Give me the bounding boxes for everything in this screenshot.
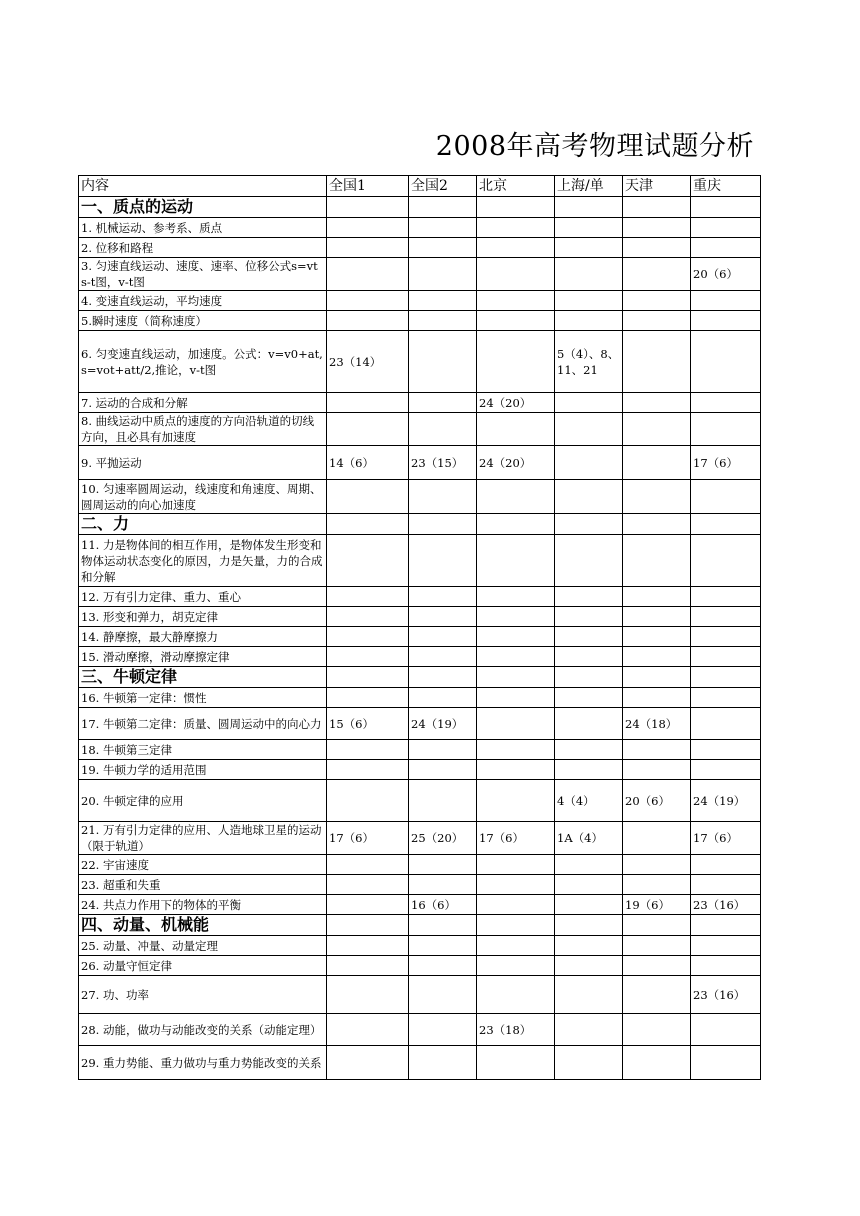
topic-label: 18. 牛顿第三定律 xyxy=(79,740,327,760)
score-cell xyxy=(409,587,477,607)
score-cell xyxy=(327,393,409,413)
score-cell xyxy=(623,413,691,446)
table-row xyxy=(79,238,761,258)
score-cell xyxy=(691,197,761,218)
score-cell xyxy=(327,587,409,607)
score-cell xyxy=(327,760,409,780)
table-row xyxy=(79,446,761,480)
score-cell: 23（16） xyxy=(691,895,761,915)
page-title: 2008年高考物理试题分析 xyxy=(435,131,754,162)
table-row xyxy=(79,1046,761,1080)
table-row xyxy=(79,855,761,875)
score-cell: 5（4）、8、11、21 xyxy=(555,331,623,393)
topic-label: 4. 变速直线运动，平均速度 xyxy=(79,291,327,311)
score-cell: 1A（4） xyxy=(555,822,623,855)
score-cell xyxy=(623,915,691,936)
topic-label: 13. 形变和弹力，胡克定律 xyxy=(79,607,327,627)
column-header-content: 内容 xyxy=(79,176,327,197)
score-cell: 14（6） xyxy=(327,446,409,480)
score-cell xyxy=(623,393,691,413)
score-cell xyxy=(327,413,409,446)
score-cell xyxy=(477,976,555,1014)
score-cell xyxy=(409,740,477,760)
topic-label: 26. 动量守恒定律 xyxy=(79,956,327,976)
score-cell xyxy=(327,875,409,895)
score-cell xyxy=(477,936,555,956)
topic-label: 9. 平抛运动 xyxy=(79,446,327,480)
score-cell xyxy=(691,760,761,780)
score-cell xyxy=(555,514,623,535)
score-cell xyxy=(327,895,409,915)
score-cell xyxy=(409,1014,477,1046)
topic-label: 23. 超重和失重 xyxy=(79,875,327,895)
section-row xyxy=(79,915,761,936)
score-cell xyxy=(623,667,691,688)
table-row xyxy=(79,627,761,647)
topic-label: 21. 万有引力定律的应用、人造地球卫星的运动（限于轨道） xyxy=(79,822,327,855)
score-cell xyxy=(623,956,691,976)
score-cell xyxy=(691,740,761,760)
score-cell xyxy=(477,1046,555,1080)
score-cell xyxy=(555,688,623,708)
score-cell xyxy=(691,393,761,413)
score-cell xyxy=(555,393,623,413)
topic-label: 10. 匀速率圆周运动，线速度和角速度、周期、圆周运动的向心加速度 xyxy=(79,480,327,514)
score-cell xyxy=(555,1014,623,1046)
score-cell xyxy=(555,291,623,311)
column-header: 上海/单 xyxy=(555,176,623,197)
topic-label: 16. 牛顿第一定律：惯性 xyxy=(79,688,327,708)
score-cell xyxy=(555,936,623,956)
topic-label: 11. 力是物体间的相互作用，是物体发生形变和物体运动状态变化的原因，力是矢量，力的合成和分解 xyxy=(79,535,327,587)
score-cell xyxy=(477,956,555,976)
score-cell xyxy=(691,667,761,688)
table-row xyxy=(79,535,761,587)
table-row xyxy=(79,895,761,915)
score-cell xyxy=(555,667,623,688)
table-row xyxy=(79,218,761,238)
analysis-table xyxy=(78,175,761,1080)
score-cell xyxy=(691,218,761,238)
score-cell: 19（6） xyxy=(623,895,691,915)
score-cell xyxy=(691,936,761,956)
score-cell: 15（6） xyxy=(327,708,409,740)
score-cell xyxy=(623,291,691,311)
score-cell xyxy=(691,413,761,446)
score-cell xyxy=(555,197,623,218)
score-cell xyxy=(327,1046,409,1080)
score-cell xyxy=(409,875,477,895)
score-cell xyxy=(623,535,691,587)
score-cell: 24（19） xyxy=(409,708,477,740)
score-cell xyxy=(555,446,623,480)
score-cell xyxy=(555,413,623,446)
score-cell xyxy=(477,688,555,708)
score-cell: 23（14） xyxy=(327,331,409,393)
score-cell xyxy=(555,708,623,740)
score-cell xyxy=(623,976,691,1014)
score-cell xyxy=(555,1046,623,1080)
score-cell xyxy=(623,446,691,480)
score-cell xyxy=(327,1014,409,1046)
score-cell xyxy=(327,855,409,875)
score-cell xyxy=(691,915,761,936)
table-row xyxy=(79,413,761,446)
score-cell xyxy=(623,647,691,667)
score-cell xyxy=(623,514,691,535)
topic-label: 3. 匀速直线运动、速度、速率、位移公式s=vt s-t图，v-t图 xyxy=(79,258,327,291)
topic-label: 7. 运动的合成和分解 xyxy=(79,393,327,413)
score-cell xyxy=(477,895,555,915)
score-cell xyxy=(691,587,761,607)
score-cell xyxy=(409,607,477,627)
score-cell xyxy=(477,587,555,607)
score-cell: 24（20） xyxy=(477,446,555,480)
score-cell: 23（16） xyxy=(691,976,761,1014)
score-cell xyxy=(555,740,623,760)
score-cell xyxy=(691,480,761,514)
score-cell xyxy=(327,647,409,667)
score-cell xyxy=(327,197,409,218)
score-cell xyxy=(477,740,555,760)
score-cell xyxy=(477,413,555,446)
score-cell xyxy=(477,708,555,740)
score-cell: 16（6） xyxy=(409,895,477,915)
topic-label: 12. 万有引力定律、重力、重心 xyxy=(79,587,327,607)
score-cell xyxy=(409,915,477,936)
score-cell xyxy=(623,760,691,780)
score-cell xyxy=(327,291,409,311)
section-row xyxy=(79,667,761,688)
table-row xyxy=(79,331,761,393)
score-cell xyxy=(623,311,691,331)
score-cell xyxy=(623,688,691,708)
score-cell xyxy=(409,535,477,587)
score-cell xyxy=(555,258,623,291)
score-cell xyxy=(409,238,477,258)
table-row xyxy=(79,956,761,976)
score-cell xyxy=(477,780,555,822)
score-cell xyxy=(327,218,409,238)
topic-label: 2. 位移和路程 xyxy=(79,238,327,258)
score-cell xyxy=(327,740,409,760)
score-cell: 20（6） xyxy=(691,258,761,291)
score-cell xyxy=(691,1046,761,1080)
score-cell xyxy=(477,311,555,331)
score-cell xyxy=(327,936,409,956)
score-cell: 17（6） xyxy=(477,822,555,855)
score-cell xyxy=(477,875,555,895)
score-cell xyxy=(691,627,761,647)
score-cell xyxy=(555,311,623,331)
score-cell xyxy=(409,480,477,514)
score-cell xyxy=(623,587,691,607)
section-title: 四、动量、机械能 xyxy=(79,915,327,936)
table-row xyxy=(79,875,761,895)
table-row xyxy=(79,1014,761,1046)
table-row xyxy=(79,780,761,822)
topic-label: 28. 动能，做功与动能改变的关系（动能定理） xyxy=(79,1014,327,1046)
score-cell xyxy=(409,627,477,647)
score-cell xyxy=(623,331,691,393)
table-row xyxy=(79,688,761,708)
score-cell xyxy=(477,535,555,587)
score-cell xyxy=(409,413,477,446)
score-cell xyxy=(555,760,623,780)
score-cell xyxy=(623,1014,691,1046)
score-cell xyxy=(409,291,477,311)
score-cell xyxy=(327,514,409,535)
score-cell xyxy=(477,291,555,311)
score-cell xyxy=(691,956,761,976)
table-row xyxy=(79,760,761,780)
score-cell xyxy=(477,238,555,258)
score-cell xyxy=(691,647,761,667)
score-cell xyxy=(409,311,477,331)
score-cell: 24（18） xyxy=(623,708,691,740)
score-cell xyxy=(555,627,623,647)
score-cell xyxy=(327,976,409,1014)
score-cell xyxy=(327,627,409,647)
score-cell: 25（20） xyxy=(409,822,477,855)
score-cell xyxy=(555,875,623,895)
score-cell: 17（6） xyxy=(691,446,761,480)
score-cell xyxy=(555,480,623,514)
score-cell xyxy=(409,647,477,667)
score-cell xyxy=(409,780,477,822)
score-cell xyxy=(555,956,623,976)
score-cell xyxy=(555,218,623,238)
score-cell xyxy=(477,855,555,875)
score-cell xyxy=(477,647,555,667)
score-cell xyxy=(623,197,691,218)
score-cell xyxy=(623,1046,691,1080)
score-cell xyxy=(477,607,555,627)
score-cell xyxy=(623,607,691,627)
score-cell xyxy=(477,197,555,218)
score-cell: 23（18） xyxy=(477,1014,555,1046)
score-cell xyxy=(555,607,623,627)
score-cell xyxy=(409,956,477,976)
header-row xyxy=(79,176,761,197)
score-cell xyxy=(691,311,761,331)
table-row xyxy=(79,647,761,667)
score-cell xyxy=(409,514,477,535)
score-cell xyxy=(691,291,761,311)
score-cell xyxy=(409,218,477,238)
table-row xyxy=(79,291,761,311)
score-cell xyxy=(409,976,477,1014)
score-cell xyxy=(409,258,477,291)
score-cell xyxy=(555,895,623,915)
score-cell xyxy=(409,393,477,413)
score-cell xyxy=(409,197,477,218)
score-cell xyxy=(409,760,477,780)
score-cell xyxy=(555,238,623,258)
topic-label: 15. 滑动摩擦，滑动摩擦定律 xyxy=(79,647,327,667)
table-row xyxy=(79,393,761,413)
score-cell xyxy=(623,875,691,895)
score-cell xyxy=(623,238,691,258)
score-cell: 17（6） xyxy=(691,822,761,855)
score-cell: 24（19） xyxy=(691,780,761,822)
section-title: 二、力 xyxy=(79,514,327,535)
score-cell xyxy=(409,1046,477,1080)
score-cell xyxy=(691,331,761,393)
score-cell xyxy=(623,480,691,514)
topic-label: 20. 牛顿定律的应用 xyxy=(79,780,327,822)
score-cell xyxy=(477,514,555,535)
score-cell xyxy=(327,311,409,331)
score-cell: 24（20） xyxy=(477,393,555,413)
column-header: 全国1 xyxy=(327,176,409,197)
topic-label: 25. 动量、冲量、动量定理 xyxy=(79,936,327,956)
score-cell xyxy=(477,627,555,647)
table-row xyxy=(79,311,761,331)
score-cell xyxy=(691,535,761,587)
score-cell xyxy=(623,855,691,875)
section-title: 一、质点的运动 xyxy=(79,197,327,218)
column-header: 重庆 xyxy=(691,176,761,197)
topic-label: 24. 共点力作用下的物体的平衡 xyxy=(79,895,327,915)
topic-label: 14. 静摩擦，最大静摩擦力 xyxy=(79,627,327,647)
score-cell xyxy=(477,760,555,780)
section-row xyxy=(79,197,761,218)
score-cell xyxy=(691,708,761,740)
score-cell xyxy=(409,855,477,875)
score-cell xyxy=(555,535,623,587)
topic-label: 17. 牛顿第二定律：质量、圆周运动中的向心力 xyxy=(79,708,327,740)
column-header: 全国2 xyxy=(409,176,477,197)
column-header: 天津 xyxy=(623,176,691,197)
score-cell xyxy=(555,647,623,667)
score-cell xyxy=(409,667,477,688)
table-row xyxy=(79,480,761,514)
score-cell xyxy=(327,688,409,708)
score-cell xyxy=(477,218,555,238)
score-cell xyxy=(555,976,623,1014)
score-cell xyxy=(623,627,691,647)
table-row xyxy=(79,936,761,956)
topic-label: 8. 曲线运动中质点的速度的方向沿轨道的切线方向，且必具有加速度 xyxy=(79,413,327,446)
score-cell: 23（15） xyxy=(409,446,477,480)
score-cell xyxy=(623,258,691,291)
table-row xyxy=(79,258,761,291)
table-row xyxy=(79,976,761,1014)
score-cell xyxy=(555,855,623,875)
score-cell xyxy=(691,855,761,875)
score-cell xyxy=(327,667,409,688)
score-cell xyxy=(555,915,623,936)
topic-label: 29. 重力势能、重力做功与重力势能改变的关系 xyxy=(79,1046,327,1080)
score-cell xyxy=(409,936,477,956)
topic-label: 27. 功、功率 xyxy=(79,976,327,1014)
score-cell xyxy=(623,822,691,855)
score-cell xyxy=(691,688,761,708)
score-cell xyxy=(327,258,409,291)
score-cell xyxy=(327,535,409,587)
score-cell xyxy=(477,331,555,393)
score-cell xyxy=(327,238,409,258)
table-row xyxy=(79,708,761,740)
score-cell xyxy=(477,667,555,688)
score-cell xyxy=(327,480,409,514)
topic-label: 1. 机械运动、参考系、质点 xyxy=(79,218,327,238)
section-row xyxy=(79,514,761,535)
section-title: 三、牛顿定律 xyxy=(79,667,327,688)
score-cell xyxy=(327,956,409,976)
table-row xyxy=(79,587,761,607)
score-cell xyxy=(555,587,623,607)
table-row xyxy=(79,607,761,627)
score-cell: 20（6） xyxy=(623,780,691,822)
score-cell xyxy=(623,218,691,238)
score-cell xyxy=(623,936,691,956)
score-cell xyxy=(327,607,409,627)
score-cell xyxy=(327,780,409,822)
score-cell xyxy=(477,480,555,514)
score-cell xyxy=(691,238,761,258)
table-row xyxy=(79,822,761,855)
score-cell xyxy=(691,607,761,627)
score-cell xyxy=(691,1014,761,1046)
score-cell: 4（4） xyxy=(555,780,623,822)
topic-label: 22. 宇宙速度 xyxy=(79,855,327,875)
topic-label: 5.瞬时速度（简称速度） xyxy=(79,311,327,331)
score-cell xyxy=(691,875,761,895)
table-row xyxy=(79,740,761,760)
score-cell xyxy=(409,688,477,708)
score-cell xyxy=(477,915,555,936)
score-cell xyxy=(623,740,691,760)
score-cell xyxy=(327,915,409,936)
topic-label: 19. 牛顿力学的适用范围 xyxy=(79,760,327,780)
column-header: 北京 xyxy=(477,176,555,197)
score-cell: 17（6） xyxy=(327,822,409,855)
topic-label: 6. 匀变速直线运动，加速度。公式：v=v0+at,s=vot+att/2,推论，v-t图 xyxy=(79,331,327,393)
score-cell xyxy=(691,514,761,535)
score-cell xyxy=(409,331,477,393)
score-cell xyxy=(477,258,555,291)
